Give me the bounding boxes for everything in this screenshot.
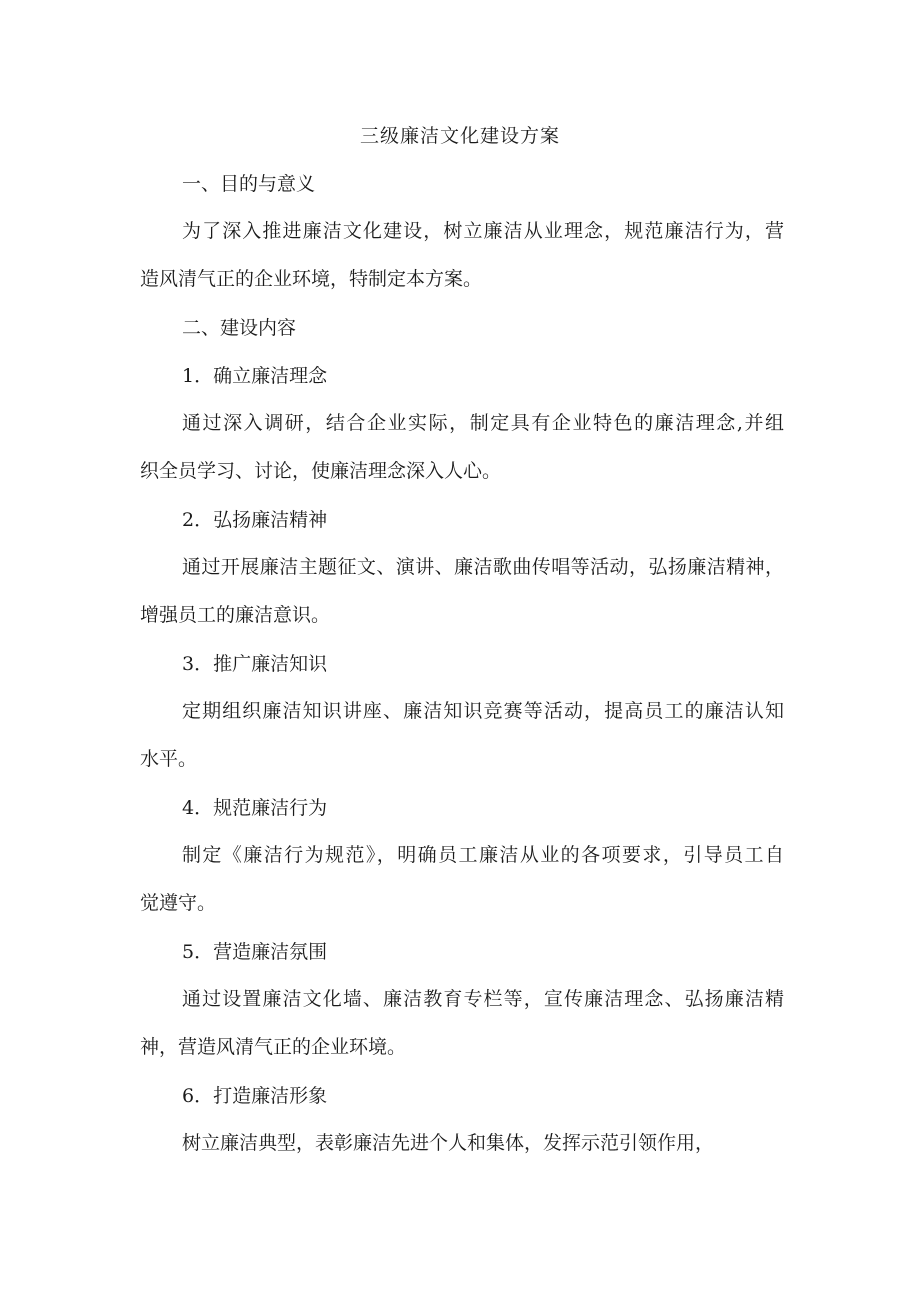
paragraph-line: 树立廉洁典型，表彰廉洁先进个人和集体，发挥示范引领作用， [182, 1132, 715, 1154]
item-heading-2: 2．弘扬廉洁精神 [182, 509, 328, 531]
item-heading-1: 1．确立廉洁理念 [182, 365, 328, 387]
paragraph-line: 觉遵守。 [140, 892, 217, 914]
paragraph-line: 制定《廉洁行为规范》，明确员工廉洁从业的各项要求，引导员工自 [182, 844, 784, 866]
paragraph-line: 通过深入调研，结合企业实际，制定具有企业特色的廉洁理念,并组 [182, 412, 784, 434]
paragraph-line: 通过设置廉洁文化墙、廉洁教育专栏等，宣传廉洁理念、弘扬廉洁精 [182, 988, 784, 1010]
paragraph-line: 造风清气正的企业环境，特制定本方案。 [140, 268, 483, 290]
document-title: 三级廉洁文化建设方案 [359, 125, 560, 147]
paragraph-line: 增强员工的廉洁意识。 [140, 604, 331, 626]
paragraph-line: 神，营造风清气正的企业环境。 [140, 1036, 407, 1058]
section-heading-content: 二、建设内容 [182, 317, 297, 339]
item-heading-6: 6．打造廉洁形象 [182, 1085, 328, 1107]
item-heading-3: 3．推广廉洁知识 [182, 653, 328, 675]
section-heading-purpose: 一、目的与意义 [182, 173, 316, 195]
paragraph-line: 通过开展廉洁主题征文、演讲、廉洁歌曲传唱等活动，弘扬廉洁精神， [182, 556, 784, 578]
paragraph-line: 定期组织廉洁知识讲座、廉洁知识竞赛等活动，提高员工的廉洁认知 [182, 700, 784, 722]
item-heading-4: 4．规范廉洁行为 [182, 797, 328, 819]
item-heading-5: 5．营造廉洁氛围 [182, 941, 328, 963]
paragraph-line: 水平。 [140, 748, 198, 770]
paragraph-line: 织全员学习、讨论，使廉洁理念深入人心。 [140, 460, 502, 482]
paragraph-line: 为了深入推进廉洁文化建设，树立廉洁从业理念，规范廉洁行为，营 [182, 220, 784, 242]
